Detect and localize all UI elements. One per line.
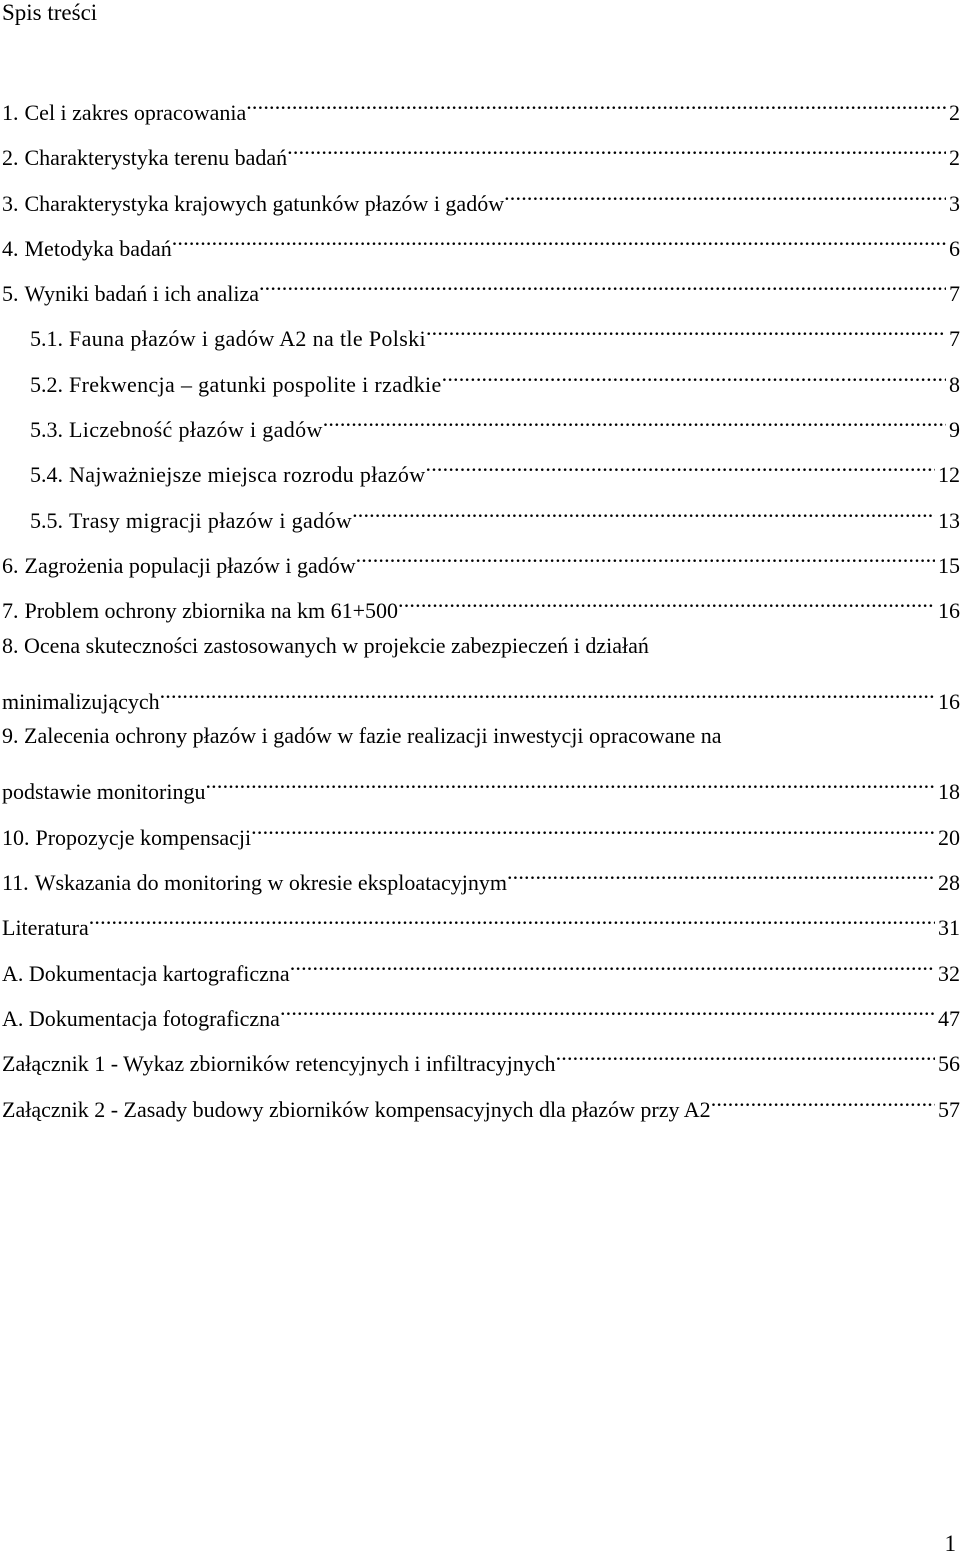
toc-entry-number: 5.2. <box>30 371 63 397</box>
table-of-contents <box>2 84 960 1126</box>
toc-entry-page: 6 <box>949 235 960 261</box>
toc-entry-number: 6. <box>2 552 19 578</box>
toc-entry[interactable] <box>2 265 960 310</box>
toc-entry-title: Załącznik 1 - Wykaz zbiorników retencyjnych i infiltracyjnych <box>2 1051 556 1077</box>
toc-entry-page: 13 <box>938 507 960 533</box>
toc-entry-title: A. Dokumentacja fotograficzna <box>2 1005 280 1031</box>
toc-entry-number: 10. <box>2 824 30 850</box>
dot-leader <box>507 854 935 890</box>
toc-entry[interactable] <box>2 537 960 582</box>
toc-entry-page: 9 <box>949 417 960 443</box>
toc-entry-page: 7 <box>949 326 960 352</box>
toc-entry-title: Zagrożenia populacji płazów i gadów <box>24 552 356 578</box>
toc-entry[interactable] <box>2 809 960 854</box>
page-number: 1 <box>944 1531 956 1556</box>
toc-entry-number: 5. <box>2 281 19 307</box>
toc-entry-number: 5.4. <box>30 462 63 488</box>
toc-entry[interactable] <box>2 945 960 990</box>
toc-entry-number: 8. <box>2 632 19 658</box>
dot-leader <box>352 492 935 528</box>
dot-leader <box>290 945 935 981</box>
toc-entry[interactable] <box>2 129 960 174</box>
toc-entry-title: Liczebność płazów i gadów <box>69 417 323 443</box>
toc-entry[interactable] <box>2 84 960 129</box>
dot-leader <box>426 446 935 482</box>
toc-entry-title: Fauna płazów i gadów A2 na tle Polski <box>69 326 426 352</box>
toc-entry[interactable] <box>2 1081 960 1126</box>
toc-entry-page: 18 <box>938 779 960 805</box>
dot-leader <box>426 310 946 346</box>
toc-subentry[interactable] <box>2 446 960 491</box>
toc-entry-page: 3 <box>949 190 960 216</box>
toc-entry-title: Cel i zakres opracowania <box>24 100 247 125</box>
toc-entry-multiline[interactable] <box>2 718 960 809</box>
toc-entry[interactable] <box>2 582 960 627</box>
dot-leader <box>259 265 946 301</box>
toc-entry-title: Najważniejsze miejsca rozrodu płazów <box>69 462 426 488</box>
toc-entry-title: Wskazania do monitoring w okresie eksploatacyjnym <box>34 870 507 896</box>
dot-leader <box>442 356 946 392</box>
toc-entry[interactable] <box>2 1035 960 1080</box>
toc-entry-page: 2 <box>949 100 960 125</box>
dot-leader <box>205 763 935 799</box>
toc-entry-title: Literatura <box>2 915 89 941</box>
toc-entry[interactable] <box>2 899 960 944</box>
toc-subentry[interactable] <box>2 356 960 401</box>
toc-entry-title: Frekwencja – gatunki pospolite i rzadkie <box>69 371 442 397</box>
toc-entry-number: 2. <box>2 145 19 171</box>
dot-leader <box>356 537 935 573</box>
dot-leader <box>287 129 946 165</box>
toc-entry[interactable] <box>2 854 960 899</box>
toc-entry-page: 2 <box>949 145 960 171</box>
toc-entry-number: 11. <box>2 870 29 896</box>
dot-leader <box>556 1035 935 1071</box>
toc-entry-title: Charakterystyka krajowych gatunków płazów i gadów <box>24 190 505 216</box>
toc-entry[interactable] <box>2 990 960 1035</box>
toc-entry-number: 5.1. <box>30 326 63 352</box>
toc-entry-page: 32 <box>938 960 960 986</box>
toc-entry-multiline[interactable] <box>2 628 960 719</box>
toc-entry-page: 56 <box>938 1051 960 1077</box>
toc-entry-number: 9. <box>2 723 19 749</box>
toc-entry-title-line2: podstawie monitoringu <box>2 779 206 805</box>
dot-leader <box>398 582 935 618</box>
toc-entry-page: 16 <box>938 598 960 624</box>
dot-leader <box>172 220 946 256</box>
toc-entry-number: 1. <box>2 100 19 125</box>
toc-entry-title: Problem ochrony zbiornika na km 61+500 <box>24 598 399 624</box>
toc-entry-title: Charakterystyka terenu badań <box>24 145 288 171</box>
toc-entry-page: 16 <box>938 688 960 714</box>
toc-entry-number: 5.5. <box>30 507 63 533</box>
toc-entry-page: 47 <box>938 1005 960 1031</box>
toc-entry[interactable] <box>2 175 960 220</box>
toc-title: Spis treści <box>2 0 98 25</box>
toc-entry-title: Wyniki badań i ich analiza <box>24 281 259 307</box>
toc-entry-title: Metodyka badań <box>24 235 172 261</box>
toc-entry-title: Propozycje kompensacji <box>35 824 252 850</box>
dot-leader <box>280 990 935 1026</box>
toc-entry-page: 7 <box>949 281 960 307</box>
dot-leader <box>504 175 946 211</box>
toc-entry-number: 4. <box>2 235 19 261</box>
toc-entry-page: 31 <box>938 915 960 941</box>
toc-entry-page: 20 <box>938 824 960 850</box>
toc-entry-title: Załącznik 2 - Zasady budowy zbiorników kompensacyjnych dla płazów przy A2 <box>2 1096 711 1122</box>
dot-leader <box>323 401 946 437</box>
toc-subentry[interactable] <box>2 492 960 537</box>
toc-entry-title: Trasy migracji płazów i gadów <box>69 507 353 533</box>
toc-entry-number: 7. <box>2 598 19 624</box>
toc-entry-number: 3. <box>2 190 19 216</box>
dot-leader <box>711 1081 935 1117</box>
toc-entry-page: 15 <box>938 552 960 578</box>
toc-entry-page: 8 <box>949 371 960 397</box>
toc-entry-title-line1: Ocena skuteczności zastosowanych w projekcie zabezpieczeń i działań <box>24 632 649 658</box>
dot-leader <box>160 673 935 709</box>
toc-subentry[interactable] <box>2 310 960 355</box>
toc-entry-title: A. Dokumentacja kartograficzna <box>2 960 290 986</box>
dot-leader <box>251 809 935 845</box>
toc-entry-title-line2: minimalizujących <box>2 688 160 714</box>
toc-entry-number: 5.3. <box>30 417 63 443</box>
toc-entry-title-line1: Zalecenia ochrony płazów i gadów w fazie realizacji inwestycji opracowane na <box>24 723 722 749</box>
toc-entry[interactable] <box>2 220 960 265</box>
toc-entry-page: 57 <box>938 1096 960 1122</box>
toc-entry-page: 12 <box>938 462 960 488</box>
dot-leader <box>246 84 946 120</box>
toc-subentry[interactable] <box>2 401 960 446</box>
dot-leader <box>89 899 935 935</box>
toc-entry-page: 28 <box>938 870 960 896</box>
